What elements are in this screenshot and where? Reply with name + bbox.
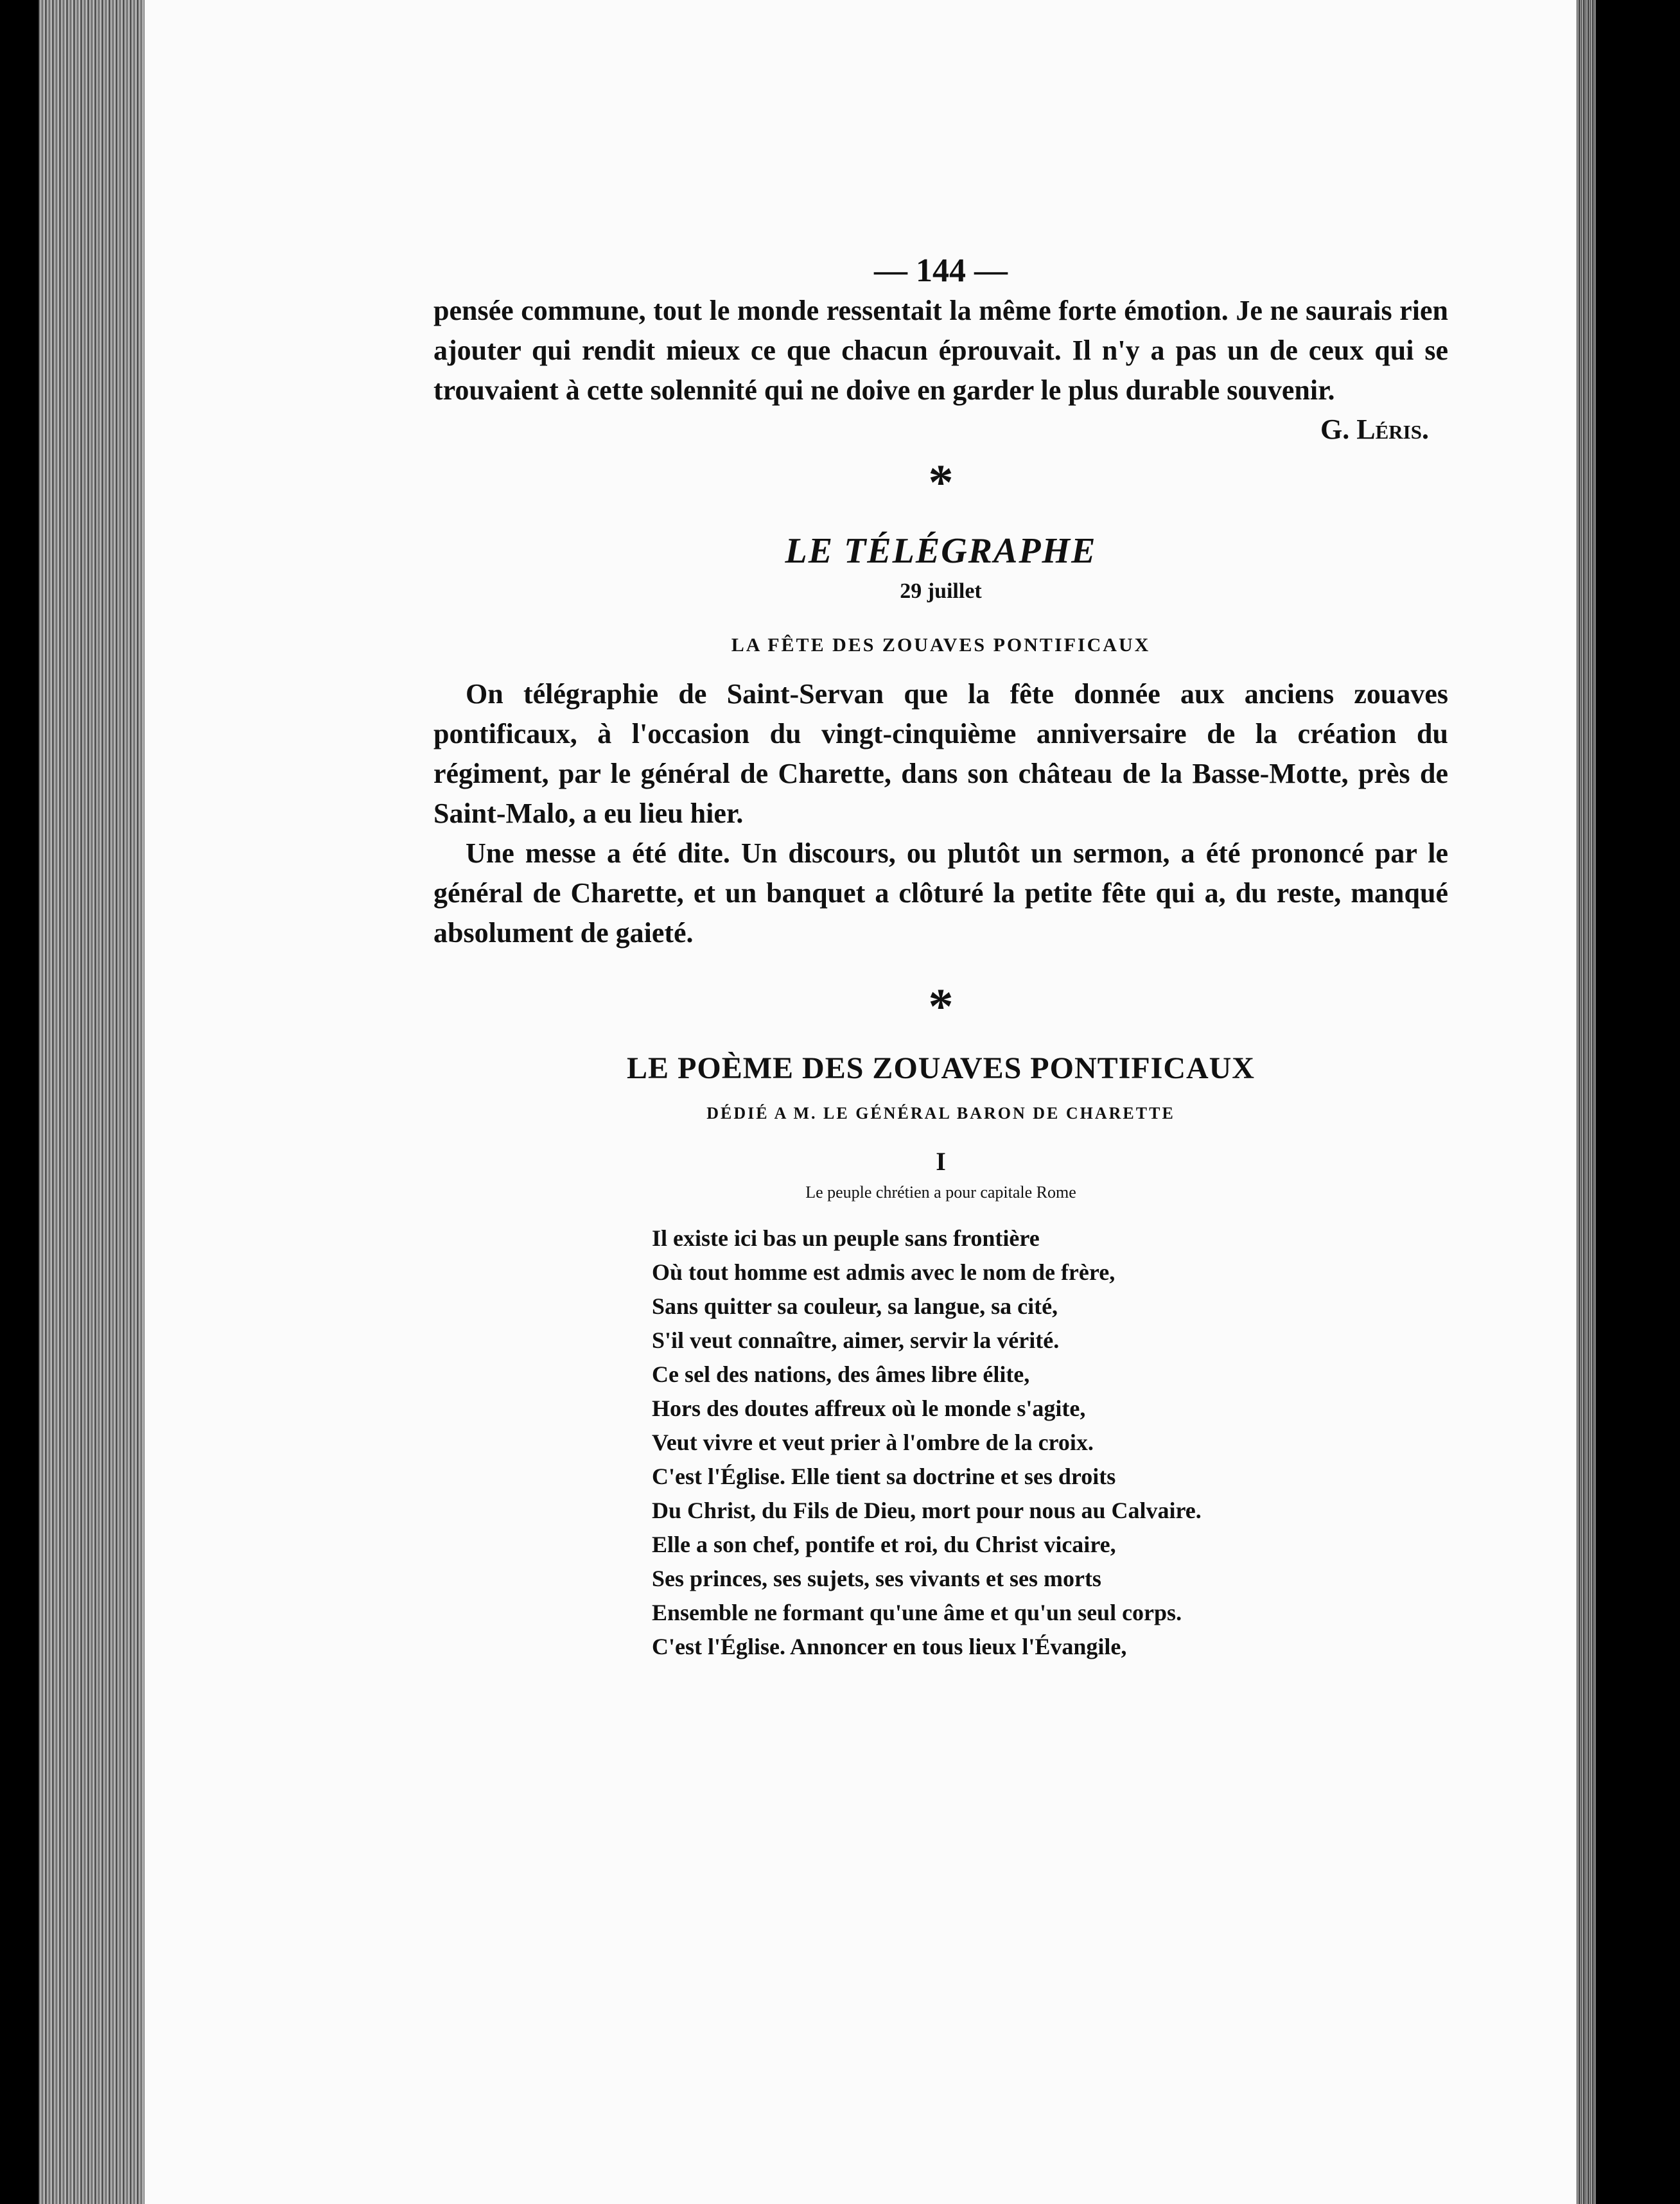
verse-line: Ce sel des nations, des âmes libre élite, — [652, 1361, 1030, 1387]
separator-asterisk: * — [928, 454, 954, 510]
page-content — [433, 252, 1448, 1664]
book-page-edges — [39, 0, 148, 2204]
article-paragraph: Une messe a été dite. Un discours, ou plutôt un sermon, a été prononcé par le général de Charette, et un banquet a clôturé la petite fête qui a, du reste, manqué absolument de gaieté. — [433, 837, 1448, 949]
verse-line: Ses princes, ses sujets, ses vivants et ses morts — [652, 1566, 1101, 1591]
intro-paragraph: pensée commune, tout le monde ressentait la même forte émotion. Je ne saurais rien ajouter qui rendit mieux ce que chacun éprouvait. Il n'y a pas un de ceux qui se trouvaient à cette solennité qui ne doive en garder le plus durable souvenir. — [433, 295, 1448, 406]
poem-section-numeral: I — [936, 1147, 946, 1176]
verse-line: Il existe ici bas un peuple sans frontière — [652, 1225, 1040, 1251]
verse-line: Du Christ, du Fils de Dieu, mort pour nous au Calvaire. — [652, 1498, 1202, 1523]
signature: G. Léris. — [1320, 414, 1429, 445]
verse-line: Veut vivre et veut prier à l'ombre de la croix. — [652, 1430, 1094, 1455]
poem-dedication: DÉDIÉ A M. LE GÉNÉRAL BARON DE CHARETTE — [706, 1104, 1175, 1123]
verse-line: S'il veut connaître, aimer, servir la vérité. — [652, 1327, 1060, 1353]
right-page-edge — [1577, 0, 1596, 2204]
article-date: 29 juillet — [900, 579, 982, 603]
verse-line: Où tout homme est admis avec le nom de frère, — [652, 1259, 1116, 1285]
verse-line: C'est l'Église. Annoncer en tous lieux l'Évangile, — [652, 1634, 1127, 1659]
section-title-telegraphe: LE TÉLÉGRAPHE — [785, 531, 1097, 571]
poem-epigraph: Le peuple chrétien a pour capitale Rome — [805, 1183, 1076, 1202]
verse-line: Ensemble ne formant qu'une âme et qu'un seul corps. — [652, 1600, 1182, 1625]
verse-line: Elle a son chef, pontife et roi, du Christ vicaire, — [652, 1532, 1116, 1557]
verse-line: Hors des doutes affreux où le monde s'agite, — [652, 1395, 1086, 1421]
separator-asterisk: * — [928, 978, 954, 1034]
verse-line: C'est l'Église. Elle tient sa doctrine et ses droits — [652, 1464, 1116, 1489]
page-number: — 144 — — [874, 252, 1008, 289]
poem-title: LE POÈME DES ZOUAVES PONTIFICAUX — [627, 1051, 1255, 1085]
verse-line: Sans quitter sa couleur, sa langue, sa cité, — [652, 1293, 1058, 1319]
article-paragraph: On télégraphie de Saint-Servan que la fête donnée aux anciens zouaves pontificaux, à l'occasion du vingt-cinquième anniversaire de la création du régiment, par le général de Charette, dans son château de la Basse-Motte, près de Saint-Malo, a eu lieu hier. — [433, 678, 1448, 829]
poem-verse — [652, 1221, 1448, 1664]
article-subheading: LA FÊTE DES ZOUAVES PONTIFICAUX — [731, 634, 1151, 656]
